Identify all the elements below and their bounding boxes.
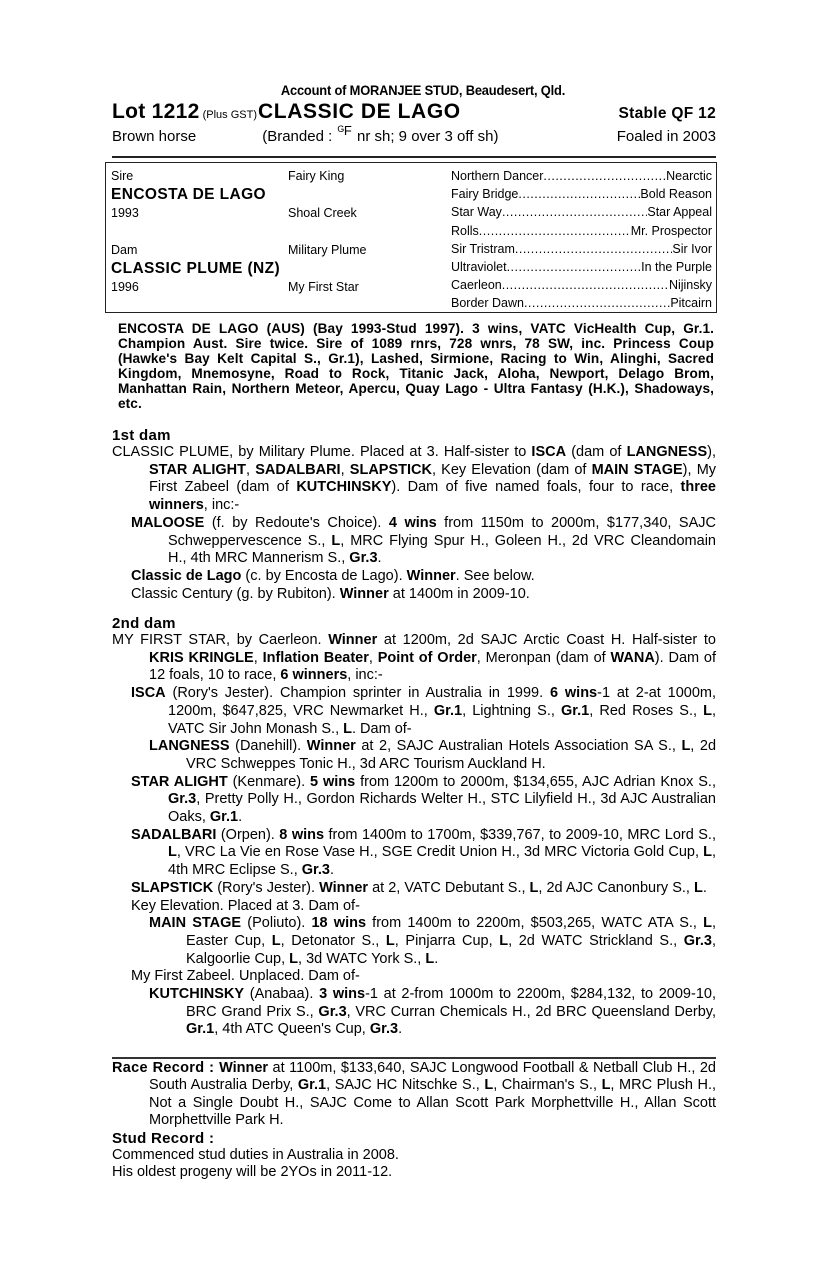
grandparent: Fairy King [288, 169, 345, 183]
bold-term: 6 wins [549, 685, 598, 702]
bold-term: KUTCHINSKY [149, 986, 245, 1003]
bold-term: L [331, 532, 341, 549]
bold-term: L [499, 932, 509, 949]
second-dam-section [112, 615, 716, 1039]
sire-summary: ENCOSTA DE LAGO (AUS) (Bay 1993-Stud 1997). 3 wins, VATC VicHealth Cup, Gr.1. Champion Aust. Sire twice. Sire of 1089 rnrs, 728 wnrs, 78 SW, inc. Princess Coup (Hawke's Bay Kelt Capital S., Gr.1), Lashed, Sirmione, Racing to Win, Alinghi, Sacred Kingdom, Mnemosyne, Road to Rock, Titanic Jack, Aloha, Newport, Delago Brom, Manhattan Rain, Northern Meteor, Apercu, Quay Lago - Ultra Fantasy (H.K.), Shadoways, etc. [118, 321, 714, 411]
bold-term: L [703, 844, 712, 861]
bold-term: L [484, 1077, 494, 1094]
bold-term: Winner [219, 1060, 269, 1076]
bold-term: 8 wins [279, 826, 325, 843]
sire-name: ENCOSTA DE LAGO [111, 185, 266, 203]
bold-term: L [693, 879, 703, 896]
bold-term: Winner [328, 632, 378, 648]
great-grandparent-row: Rolls ..... Mr. Prospector [451, 222, 712, 240]
second-dam-heading: 2nd dam [112, 615, 176, 632]
pedigree-paragraph: STAR ALIGHT (Kenmare). 5 wins from 1200m to 2000m, $134,655, AJC Adrian Knox S., Gr.3, Pretty Polly H., Gordon Richards Welter H., STC Lilyfield H., 3d AJC Australian Oaks, Gr.1. [131, 773, 716, 826]
bold-term: Point of Order [377, 649, 477, 666]
bold-term: Gr.3 [683, 932, 712, 949]
pedigree-paragraph: CLASSIC PLUME, by Military Plume. Placed at 3. Half-sister to ISCA (dam of LANGNESS), STAR ALIGHT, SADALBARI, SLAPSTICK, Key Elevation (dam of MAIN STAGE), My First Zabeel (dam of KUTCHINSKY). Dam of five named foals, four to race, three winners, inc:- [112, 444, 717, 514]
first-dam-heading: 1st dam [112, 427, 171, 444]
bold-term: Gr.3 [369, 1021, 399, 1038]
stable-number: Stable QF 12 [618, 105, 716, 122]
bold-term: STAR ALIGHT [149, 461, 246, 478]
bold-term: SADALBARI [131, 826, 217, 843]
bold-term: three winners [149, 479, 716, 514]
grandparent: Military Plume [288, 243, 367, 257]
brand-prefix: (Branded : [262, 128, 337, 145]
bold-term: KUTCHINSKY [296, 479, 392, 496]
pedigree-paragraph: MALOOSE (f. by Redoute's Choice). 4 wins from 1150m to 2000m, $177,340, SAJC Schweppervescence S., L, MRC Flying Spur H., Goleen H., 2d VRC Cleandomain H., 4th MRC Mannerism S., Gr.3. [131, 514, 716, 567]
first-dam-body [112, 444, 716, 603]
stud-record-label: Stud Record : [112, 1129, 215, 1147]
bold-term: L [168, 844, 177, 861]
bold-term: SLAPSTICK [349, 461, 432, 478]
dam-name: CLASSIC PLUME (NZ) [111, 259, 281, 277]
great-grandparent-row: Northern Dancer ..... Nearctic [451, 167, 712, 185]
race-record [112, 1060, 716, 1130]
brand-mark-icon: ᴳF [337, 123, 352, 138]
pedigree-paragraph: SLAPSTICK (Rory's Jester). Winner at 2, VATC Debutant S., L, 2d AJC Canonbury S., L. [131, 879, 707, 896]
dam-label: Dam [111, 243, 138, 257]
bold-term: SLAPSTICK [131, 879, 214, 896]
pedigree-paragraph: SADALBARI (Orpen). 8 wins from 1400m to 1700m, $339,767, to 2009-10, MRC Lord S., L, VRC La Vie en Rose Vase H., SGE Credit Union H., 3d MRC Victoria Gold Cup, L, 4th MRC Eclipse S., Gr.3. [131, 826, 716, 879]
horse-details-row [112, 123, 716, 150]
bold-term: LANGNESS [149, 738, 230, 755]
great-grandparent-row: Caerleon ..... Nijinsky [451, 276, 712, 294]
bold-term: L [703, 702, 712, 719]
bold-term: L [425, 950, 435, 967]
pedigree-great-grandparents-column [451, 167, 712, 313]
bold-term: Winner [306, 738, 356, 755]
bold-term: Gr.1 [561, 702, 590, 719]
pedigree-paragraph: Classic de Lago (c. by Encosta de Lago). Winner. See below. [131, 567, 535, 584]
bold-term: 3 wins [319, 986, 366, 1003]
bold-term: Classic de Lago [131, 567, 242, 584]
race-record-section [112, 1060, 716, 1181]
first-dam-section [112, 427, 716, 603]
bold-term: STAR ALIGHT [131, 773, 228, 790]
grandparent: My First Star [288, 280, 359, 294]
bold-term: L [289, 950, 299, 967]
bold-term: Gr.1 [209, 809, 239, 826]
great-grandparent-row: Star Way ..... Star Appeal [451, 203, 712, 221]
horse-name: CLASSIC DE LAGO [258, 100, 461, 123]
bold-term: Winner [339, 585, 389, 602]
bold-term: LANGNESS [626, 444, 708, 460]
horse-description: Brown horse [112, 128, 197, 145]
bold-term: Gr.3 [301, 862, 330, 879]
bold-term: Inflation Beater [262, 649, 369, 666]
pedigree-paragraph: MY FIRST STAR, by Caerleon. Winner at 1200m, 2d SAJC Arctic Coast H. Half-sister to KRIS KRINGLE, Inflation Beater, Point of Order, Meronpan (dam of WANA). Dam of 12 foals, 10 to race, 6 winners, inc:- [112, 632, 716, 684]
lot-number: Lot 1212 [112, 100, 200, 123]
great-grandparent-row: Border Dawn ..... Pitcairn [451, 294, 712, 312]
bold-term: WANA [610, 649, 655, 666]
bold-term: Gr.1 [433, 702, 463, 719]
bold-term: MAIN STAGE [591, 461, 683, 478]
race-record-divider [112, 1057, 716, 1059]
bold-term: L [343, 720, 352, 737]
great-grandparent-row: Sir Tristram ..... Sir Ivor [451, 240, 712, 258]
stud-record-line: His oldest progeny will be 2YOs in 2011-12. [112, 1164, 393, 1181]
pedigree-paragraph: My First Zabeel. Unplaced. Dam of- [131, 968, 360, 985]
bold-term: 4 wins [388, 514, 437, 531]
pedigree-parents-column [111, 167, 291, 297]
bold-term: Winner [319, 879, 369, 896]
bold-term: 5 wins [310, 773, 356, 790]
bold-term: MAIN STAGE [149, 915, 242, 932]
pedigree-paragraph: Key Elevation. Placed at 3. Dam of- [131, 897, 360, 914]
bold-term: Gr.1 [297, 1077, 327, 1094]
pedigree-paragraph: ISCA (Rory's Jester). Champion sprinter in Australia in 1999. 6 wins-1 at 2-at 1000m, 1200m, $647,825, VRC Newmarket H., Gr.1, Lightning S., Gr.1, Red Roses S., L, VATC Sir John Monash S., L. Dam of- [131, 685, 716, 737]
pedigree-paragraph: Classic Century (g. by Rubiton). Winner at 1400m in 2009-10. [131, 585, 530, 602]
plus-gst-note: (Plus GST) [202, 109, 258, 121]
great-grandparent-row: Ultraviolet ..... In the Purple [451, 258, 712, 276]
race-record-label: Race Record : [112, 1060, 220, 1076]
bold-term: MALOOSE [131, 514, 205, 531]
bold-term: L [385, 932, 395, 949]
brand-suffix: nr sh; 9 over 3 off sh) [352, 128, 499, 145]
great-grandparent-row: Fairy Bridge ..... Bold Reason [451, 185, 712, 203]
pedigree-paragraph: KUTCHINSKY (Anabaa). 3 wins-1 at 2-from 1000m to 2200m, $284,132, to 2009-10, BRC Grand Prix S., Gr.3, VRC Curran Chemicals H., 2d BRC Queensland Derby, Gr.1, 4th ATC Queen's Cup, Gr.3. [149, 986, 716, 1038]
second-dam-body [112, 632, 716, 1039]
bold-term: Gr.3 [349, 550, 378, 567]
bold-term: L [703, 915, 712, 932]
lot-header-row [112, 100, 716, 124]
pedigree-grandparents-column [288, 167, 438, 297]
bold-term: 6 winners [280, 667, 348, 684]
catalogue-page [111, 82, 717, 1181]
bold-term: Gr.1 [186, 1021, 215, 1038]
header-divider [112, 156, 716, 158]
sire-label: Sire [111, 169, 134, 183]
bold-term: Gr.3 [168, 791, 197, 808]
bold-term: ISCA [531, 444, 567, 460]
pedigree-table [105, 162, 717, 313]
vendor-account: Account of MORANJEE STUD, Beaudesert, Qld. [280, 82, 566, 98]
bold-term: Winner [406, 567, 456, 584]
bold-term: SADALBARI [255, 461, 341, 478]
stud-record-line: Commenced stud duties in Australia in 2008. [112, 1146, 399, 1163]
sire-year: 1993 [111, 206, 139, 220]
dam-year: 1996 [111, 280, 139, 294]
bold-term: 18 wins [311, 915, 367, 932]
foaled-year: Foaled in 2003 [616, 128, 716, 145]
bold-term: L [529, 879, 539, 896]
bold-term: KRIS KRINGLE [149, 649, 254, 666]
pedigree-paragraph: MAIN STAGE (Poliuto). 18 wins from 1400m to 2200m, $503,265, WATC ATA S., L, Easter Cup, L, Detonator S., L, Pinjarra Cup, L, 2d WATC Strickland S., Gr.3, Kalgoorlie Cup, L, 3d WATC York S., L. [149, 915, 717, 967]
brand-info [262, 123, 499, 145]
bold-term: L [271, 932, 281, 949]
pedigree-paragraph: LANGNESS (Danehill). Winner at 2, SAJC Australian Hotels Association SA S., L, 2d VRC Schweppes Tonic H., 3d ARC Tourism Auckland H. [149, 738, 717, 772]
bold-term: ISCA [131, 685, 166, 702]
race-record-text: Winner at 1100m, $133,640, SAJC Longwood Football & Netball Club H., 2d South Australia Derby, Gr.1, SAJC HC Nitschke S., L, Chairman's S., L, MRC Plush H., Not a Single Doubt H., SAJC Come to Allan Scott Park Morphettville H., Allan Scott Morphettville Park H. [149, 1060, 716, 1129]
bold-term: L [681, 738, 691, 755]
bold-term: Gr.3 [318, 1003, 347, 1020]
grandparent: Shoal Creek [288, 206, 357, 220]
bold-term: L [601, 1077, 611, 1094]
